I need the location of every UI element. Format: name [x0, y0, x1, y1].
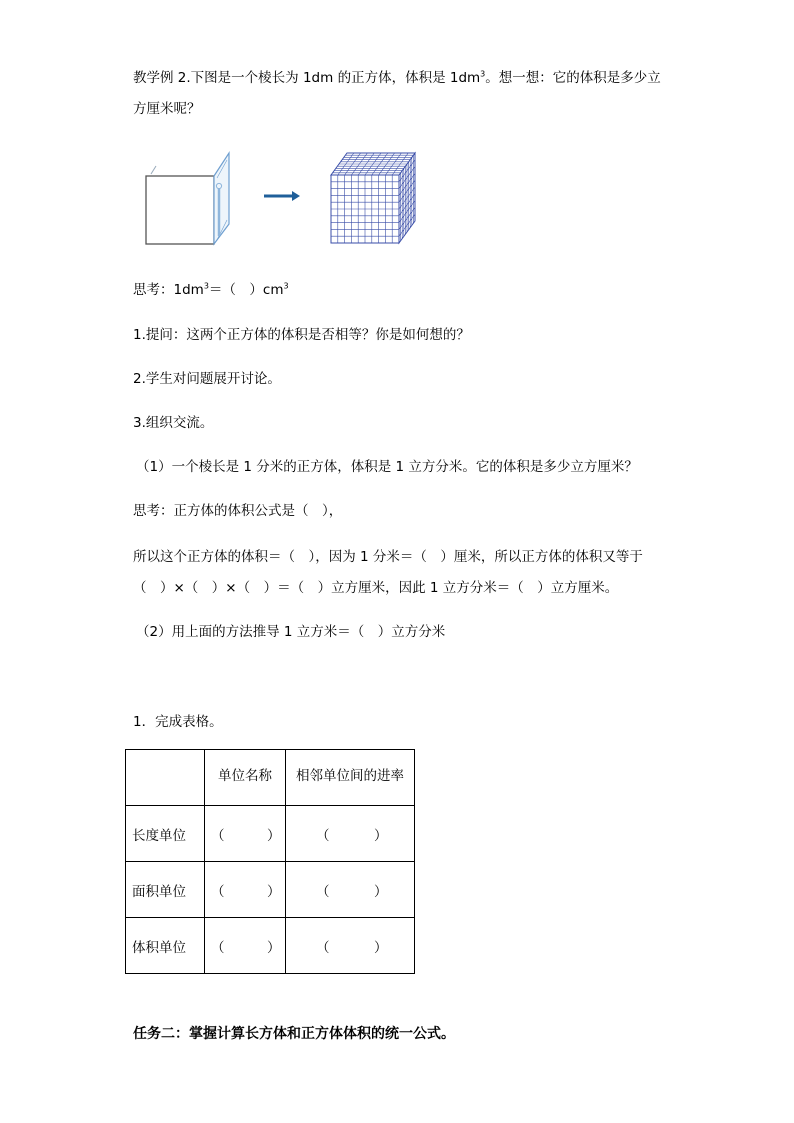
- table-row: [126, 918, 415, 974]
- answer-cell[interactable]: [286, 918, 415, 974]
- arrow-right-icon: [262, 190, 302, 206]
- intro-line-2: 方厘米呢？: [133, 101, 201, 117]
- answer-cell[interactable]: [205, 862, 286, 918]
- paragraph-line-2: （ ）×（ ）×（ ）＝（ ）立方厘米，因此 1 立方分米＝（ ）立方厘米。: [133, 580, 619, 596]
- think-formula: 思考：正方体的体积公式是（ ），: [133, 503, 343, 519]
- think-conversion: [133, 280, 289, 300]
- row-label: 面积单位: [126, 862, 205, 918]
- intro-text-a: 教学例 2.下图是一个棱长为 1dm 的正方体，体积是 1dm: [133, 70, 481, 86]
- table-header-cell: 单位名称: [205, 750, 286, 806]
- superscript: 3: [283, 281, 289, 291]
- sub-question-1: （1）一个棱长是 1 分米的正方体，体积是 1 立方分米。它的体积是多少立方厘米？: [136, 459, 638, 475]
- intro-text-b: 。想一想：它的体积是多少立: [485, 70, 661, 86]
- paren-open: （: [211, 939, 225, 956]
- paren-close: ）: [374, 827, 388, 844]
- paren-close: ）: [267, 883, 281, 900]
- cube-figure: [143, 148, 243, 252]
- superscript: 3: [480, 69, 486, 79]
- paren-open: （: [316, 939, 330, 956]
- answer-cell[interactable]: [286, 862, 415, 918]
- units-table: [125, 749, 415, 974]
- step-3: 3.组织交流。: [133, 415, 214, 431]
- paren-close: ）: [374, 939, 388, 956]
- step-1: 1.提问：这两个正方体的体积是否相等？你是如何想的？: [133, 327, 470, 343]
- answer-cell[interactable]: [205, 918, 286, 974]
- row-label: 体积单位: [126, 918, 205, 974]
- grid-cube-drawing: [328, 150, 423, 245]
- paren-open: （: [316, 883, 330, 900]
- paren-close: ）: [267, 827, 281, 844]
- paren-close: ）: [374, 883, 388, 900]
- step-2: 2.学生对问题展开讨论。: [133, 371, 281, 387]
- paragraph-line-1: 所以这个正方体的体积＝（ ），因为 1 分米＝（ ）厘米，所以正方体的体积又等于: [133, 549, 643, 565]
- paren-open: （: [211, 883, 225, 900]
- grid-cube-figure: [328, 150, 423, 249]
- table-header-row: [126, 750, 415, 806]
- table-header-cell: [126, 750, 205, 806]
- paren-open: （: [211, 827, 225, 844]
- sub-question-2: （2）用上面的方法推导 1 立方米＝（ ）立方分米: [136, 624, 446, 640]
- superscript: 3: [203, 281, 209, 291]
- table-header-cell: 相邻单位间的进率: [286, 750, 415, 806]
- exercise-title: 1．完成表格。: [133, 714, 223, 730]
- intro-line-1: [133, 68, 661, 88]
- answer-cell[interactable]: [205, 806, 286, 862]
- task-2-heading: 任务二：掌握计算长方体和正方体体积的统一公式。: [133, 1026, 455, 1042]
- answer-cell[interactable]: [286, 806, 415, 862]
- paren-close: ）: [267, 939, 281, 956]
- think-text-b: ＝（ ）cm: [208, 282, 284, 298]
- row-label: 长度单位: [126, 806, 205, 862]
- unit-cube-drawing: [143, 148, 243, 248]
- table-row: [126, 806, 415, 862]
- paren-open: （: [316, 827, 330, 844]
- think-text-a: 思考：1dm: [133, 282, 204, 298]
- table-row: [126, 862, 415, 918]
